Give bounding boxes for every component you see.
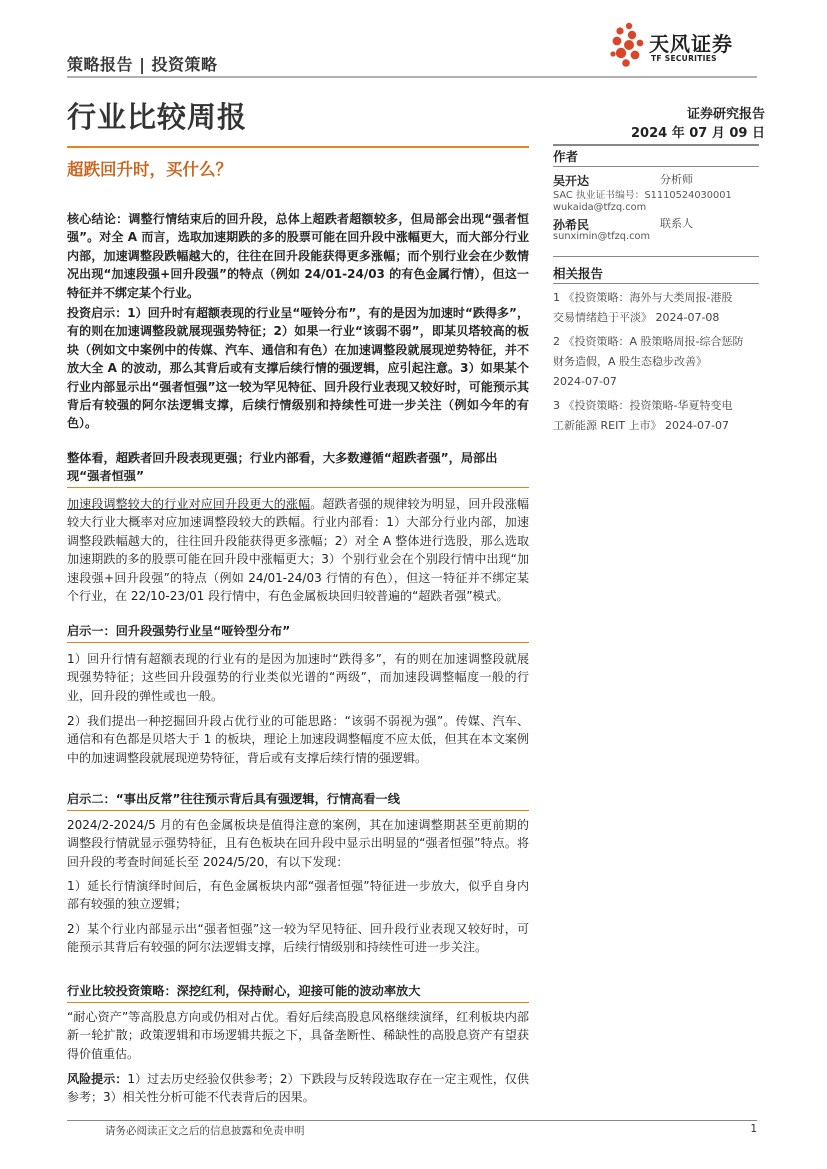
- authors-heading: 作者: [553, 149, 579, 164]
- header-divider: [67, 76, 757, 78]
- author-name: 吴开达: [553, 174, 590, 188]
- logo-chinese-name: 天风证券: [649, 32, 733, 56]
- sidebar-top-divider: [553, 144, 759, 146]
- related-report-item[interactable]: 2 《投资策略：A 股策略周报-综合惩防 财务造假，A 股生态稳步改善》 2024-07-07: [553, 335, 744, 388]
- insight-two-paragraph-1: 2024/2-2024/5 月的有色金属板块是值得注意的案例，其在加速调整期甚至更前期的调整段行情就显示强势特征，且有色板块在回升段中显示出明显的“强者恒强”特点。将回升段的考查时间延长至 2024/5/20，有以下发现：: [67, 818, 529, 869]
- investment-insight-label: 投资启示：: [67, 306, 128, 320]
- overall-text: 。超跌者强的规律较为明显，回升段涨幅较大行业大概率对应加速调整段较大的跌幅。行业内部看：1）大部分行业内部，加速调整段跌幅越大的，往往回升段能获得更多涨幅；2）对全 A 整体进行选股，那么选取加速期跌的多的股票可能在回升段中涨幅更大；3）个别行业会在个别段行情中出现“加速段强+回升段强”的特点（例如 24/01-24/03 行情的有色），但这一特征并不绑定某个行业，在 22/10-23/01 段行情中，有色金属板块回归较普遍的“超跌者强”模式。: [67, 497, 529, 604]
- company-logo: [607, 22, 757, 70]
- section-heading-rule: [67, 1002, 529, 1003]
- risk-warning-label: 风险提示：: [67, 1072, 128, 1086]
- related-divider: [553, 283, 759, 284]
- report-type: 策略报告 | 投资策略: [67, 55, 218, 74]
- risk-warning-paragraph: [67, 1070, 529, 1107]
- section-heading-strategy: 行业比较投资策略：深挖红利，保持耐心，迎接可能的波动率放大: [67, 984, 421, 998]
- footer-divider: [67, 1120, 757, 1121]
- overall-paragraph: [67, 495, 529, 605]
- report-date: 2024 年 07 月 09 日: [631, 126, 765, 141]
- section-heading-overall: 整体看，超跌者回升段表现更强；行业内部看，大多数遵循“超跌者强”，局部出现“强者恒强”: [67, 451, 498, 484]
- related-reports-heading: 相关报告: [553, 266, 604, 281]
- author-email[interactable]: wukaida@tfzq.com: [553, 202, 647, 213]
- title-divider: [67, 146, 529, 148]
- author-card: [553, 170, 759, 213]
- section-heading-insight-two: 启示二：“事出反常”往往预示背后具有强逻辑，行情高看一线: [67, 792, 400, 806]
- core-conclusion-text: 调整行情结束后的回升段，总体上超跌者超额较多，但局部会出现“强者恒强”。对全 A 而言，选取加速期跌的多的股票可能在回升段中涨幅更大，而大部分行业内部，加速调整段跌幅越大的，往往在回升段能获得更多涨幅；而个别行业会在少数情况出现“加速段强+回升段强”的特点（例如 24/01-24/03 的有色金属行情），但这一特征并不绑定某个行业。: [67, 212, 529, 300]
- related-report-item[interactable]: 1 《投资策略：海外与大类周报-港股 交易情绪趋于平淡》 2024-07-08: [553, 291, 733, 324]
- section-heading-rule: [67, 487, 529, 488]
- author-role: 分析师: [660, 173, 693, 186]
- risk-warning-text: 1）过去历史经验仅供参考；2）下跌段与反转段选取存在一定主观性，仅供参考；3）相关性分析可能不代表背后的因果。: [67, 1072, 529, 1105]
- investment-insight-paragraph: [67, 304, 529, 433]
- investment-insight-text: 1）回升时有超额表现的行业呈“哑铃分布”，有的是因为加速时“跌得多”，有的则在加速调整段就展现强势特征；2）如果一行业“该弱不弱”，即某贝塔较高的板块（例如文中案例中的传媒、汽车、通信和有色）在加速调整段就展现逆势特征，并不放大全 A 的波动，那么其背后或有支撑后续行情的强逻辑，应引起注意。3）如果某个行业内部显示出“强者恒强”这一较为罕见特征、回升段行业表现又较好时，可能预示其背后有较强的阿尔法逻辑支撑，后续行情级别和持续性可进一步关注（例如今年的有色）。: [67, 306, 529, 431]
- logo-dots-icon: [607, 22, 647, 68]
- section-divider: [553, 256, 759, 257]
- insight-two-paragraph-3: 2）某个行业内部显示出“强者恒强”这一较为罕见特征、回升段行业表现又较好时，可能预示其背后有较强的阿尔法逻辑支撑，后续行情级别和持续性可进一步关注。: [67, 922, 529, 955]
- author-name: 孙希民: [553, 218, 590, 232]
- author-email[interactable]: sunximin@tfzq.com: [553, 231, 651, 242]
- author-card: [553, 214, 759, 242]
- authors-divider: [553, 166, 759, 167]
- section-heading-rule: [67, 810, 529, 811]
- footer-disclaimer[interactable]: 请务必阅读正文之后的信息披露和免责申明: [105, 1125, 305, 1137]
- section-heading-rule: [67, 642, 529, 643]
- page-number: 1: [750, 1123, 757, 1135]
- author-cert: SAC 执业证书编号：S1110524030001: [553, 190, 732, 201]
- strategy-paragraph: “耐心资产”等高股息方向或仍相对占优。看好后续高股息风格继续演绎，红利板块内部新一轮扩散；政策逻辑和市场逻辑共振之下，具备垄断性、稀缺性的高股息资产有望获得价值重估。: [67, 1010, 529, 1061]
- author-role: 联系人: [660, 217, 693, 230]
- core-conclusion-label: 核心结论：: [67, 212, 129, 226]
- section-heading-insight-one: 启示一：回升段强势行业呈“哑铃型分布”: [67, 624, 291, 638]
- authors-section: [553, 147, 759, 165]
- insight-one-paragraph-1: 1）回升行情有超额表现的行业有的是因为加速时“跌得多”，有的则在加速调整段就展现强势特征；这些回升段强势的行业类似光谱的“两级”，而加速段调整幅度一般的行业，回升段的弹性或也一般。: [67, 652, 529, 703]
- related-report-list: [553, 288, 759, 436]
- report-label: 证券研究报告: [686, 107, 765, 122]
- insight-two-paragraph-2: 1）延长行情演绎时间后，有色金属板块内部“强者恒强”特征进一步放大，似乎自身内部有较强的独立逻辑；: [67, 879, 529, 912]
- core-conclusion-paragraph: [67, 210, 529, 302]
- logo-english-name: TF SECURITIES: [651, 54, 717, 63]
- insight-one-paragraph-2: 2）我们提出一种挖掘回升段占优行业的可能思路：“该弱不弱视为强”。传媒、汽车、通信和有色都是贝塔大于 1 的板块，理论上加速段调整幅度不应太低，但其在本文案例中的加速调整段就展现逆势特征，背后或有支撑后续行情的强逻辑。: [67, 714, 529, 765]
- overall-underlined-text: 加速段调整较大的行业对应回升段更大的涨幅: [67, 497, 311, 511]
- related-report-item[interactable]: 3 《投资策略：投资策略-华夏特变电 工新能源 REIT 上市》 2024-07-07: [553, 399, 733, 432]
- report-subtitle: 超跌回升时，买什么？: [67, 160, 232, 179]
- page-title: 行业比较周报: [67, 100, 248, 134]
